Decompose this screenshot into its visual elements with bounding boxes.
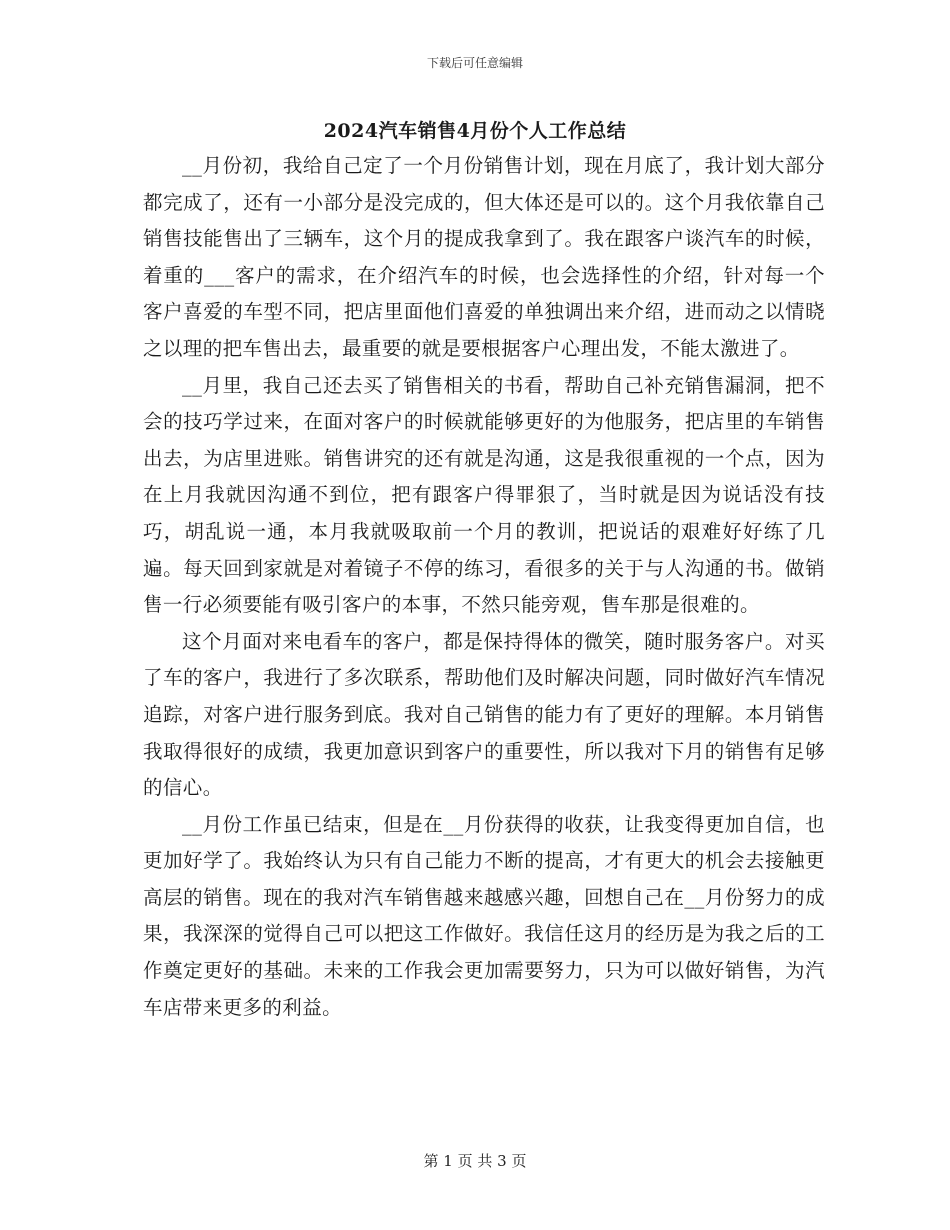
paragraph: __月份工作虽已结束，但是在__月份获得的收获，让我变得更加自信，也更加好学了。我始终认为只有自己能力不断的提高，才有更大的机会去接触更高层的销售。现在的我对汽车销售越来越感兴趣，回想自己在__月份努力的成果，我深深的觉得自己可以把这工作做好。我信任这月的经历是为我之后的工作奠定更好的基础。未来的工作我会更加需要努力，只为可以做好销售，为汽车店带来更多的利益。 [143, 812, 825, 1019]
page-number: 第 1 页 共 3 页 [423, 1152, 527, 1170]
header-note: 下载后可任意编辑 [426, 56, 523, 70]
paragraph: 这个月面对来电看车的客户，都是保持得体的微笑，随时服务客户。对买了车的客户，我进行了多次联系，帮助他们及时解决问题，同时做好汽车情况追踪，对客户进行服务到底。我对自己销售的能力有了更好的理解。本月销售我取得很好的成绩，我更加意识到客户的重要性，所以我对下月的销售有足够的信心。 [143, 629, 825, 800]
document-title: 2024汽车销售4月份个人工作总结 [323, 120, 627, 142]
paragraph: __月里，我自己还去买了销售相关的书看，帮助自己补充销售漏洞，把不会的技巧学过来，在面对客户的时候就能够更好的为他服务，把店里的车销售出去，为店里进账。销售讲究的还有就是沟通，这是我很重视的一个点，因为在上月我就因沟通不到位，把有跟客户得罪狠了，当时就是因为说话没有技巧，胡乱说一通，本月我就吸取前一个月的教训，把说话的艰难好好练了几遍。每天回到家就是对着镜子不停的练习，看很多的关于与人沟通的书。做销售一行必须要能有吸引客户的本事，不然只能旁观，售车那是很难的。 [143, 373, 825, 617]
document-body [143, 148, 825, 1026]
paragraph: __月份初，我给自己定了一个月份销售计划，现在月底了，我计划大部分都完成了，还有一小部分是没完成的，但大体还是可以的。这个月我依靠自己销售技能售出了三辆车，这个月的提成我拿到了。我在跟客户谈汽车的时候，着重的___客户的需求，在介绍汽车的时候，也会选择性的介绍，针对每一个客户喜爱的车型不同，把店里面他们喜爱的单独调出来介绍，进而动之以情晓之以理的把车售出去，最重要的就是要根据客户心理出发，不能太激进了。 [143, 154, 825, 360]
